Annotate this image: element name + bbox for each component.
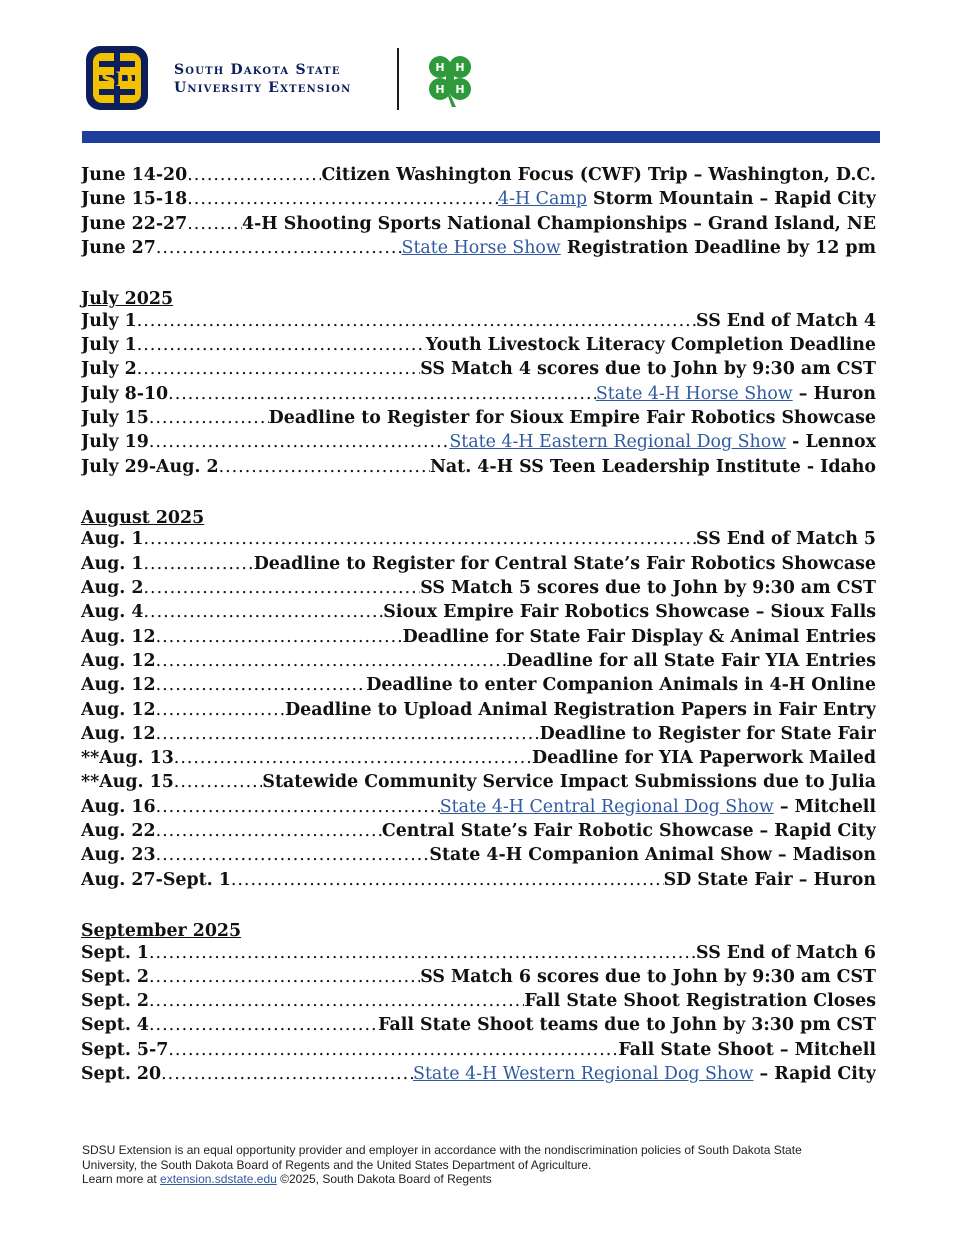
event-row xyxy=(81,1064,876,1088)
event-text: Deadline to Register for State Fair xyxy=(539,723,876,744)
event-description xyxy=(524,991,876,1011)
event-row xyxy=(81,359,876,383)
event-description xyxy=(378,1015,876,1035)
event-date: Aug. 12 xyxy=(81,675,156,696)
dot-leader xyxy=(149,432,450,452)
september-section xyxy=(81,943,876,1089)
event-text: Nat. 4-H SS Teen Leadership Institute - Idaho xyxy=(430,456,876,477)
event-date: Aug. 1 xyxy=(81,553,144,574)
event-description xyxy=(402,238,876,258)
event-row xyxy=(81,311,876,335)
dot-leader xyxy=(137,335,426,355)
event-description xyxy=(321,165,876,185)
event-date: Aug. 23 xyxy=(81,845,156,866)
event-text: – Rapid City xyxy=(753,1063,876,1084)
event-date: July 1 xyxy=(81,310,137,331)
event-description xyxy=(540,724,876,744)
org-name-line2: University Extension xyxy=(174,80,352,96)
event-text: SD State Fair – Huron xyxy=(663,869,876,890)
dot-leader xyxy=(156,238,402,258)
event-date: Aug. 12 xyxy=(81,723,156,744)
event-text: SS Match 5 scores due to John by 9:30 am CST xyxy=(420,578,876,599)
event-date: July 19 xyxy=(81,432,149,453)
dot-leader xyxy=(156,724,540,744)
event-date: **Aug. 13 xyxy=(81,748,174,769)
footer-line-3-suffix: ©2025, South Dakota Board of Regents xyxy=(276,1172,492,1187)
dot-leader xyxy=(149,967,420,987)
event-row xyxy=(81,724,876,748)
footer-line-2: University, the South Dakota Board of Regents and the United States Department of Agriculture. xyxy=(82,1157,592,1172)
event-date: Aug. 2 xyxy=(81,578,144,599)
event-row xyxy=(81,408,876,432)
event-text: Youth Livestock Literacy Completion Deadline xyxy=(425,335,876,356)
event-description xyxy=(383,602,876,622)
event-text: Citizen Washington Focus (CWF) Trip – Washington, D.C. xyxy=(321,165,876,185)
organization-name xyxy=(174,61,351,97)
event-description xyxy=(430,457,876,477)
event-text: Deadline for YIA Paperwork Mailed xyxy=(532,748,876,769)
dot-leader xyxy=(137,359,420,379)
dot-leader xyxy=(156,651,507,671)
svg-text:H: H xyxy=(455,61,465,74)
event-link[interactable]: State Horse Show xyxy=(401,237,561,258)
event-description xyxy=(420,967,876,987)
event-text: 4-H Shooting Sports National Championships – Grand Island, NE xyxy=(241,213,876,234)
event-row xyxy=(81,384,876,408)
dot-leader xyxy=(149,408,269,428)
event-date: June 15-18 xyxy=(81,189,188,210)
svg-text:SD: SD xyxy=(101,67,133,91)
event-date: Aug. 12 xyxy=(81,650,156,671)
event-description xyxy=(498,189,876,209)
event-row xyxy=(81,675,876,699)
event-row xyxy=(81,189,876,213)
event-link[interactable]: 4-H Camp xyxy=(498,189,587,210)
event-date: Sept. 20 xyxy=(81,1063,162,1084)
event-row xyxy=(81,797,876,821)
event-row xyxy=(81,432,876,456)
dot-leader xyxy=(168,1040,618,1060)
event-date: July 29-Aug. 2 xyxy=(81,456,219,477)
sdsu-logo-icon xyxy=(82,42,152,114)
svg-text:H: H xyxy=(435,83,445,96)
page-footer xyxy=(82,1143,882,1187)
event-text: Fall State Shoot Registration Closes xyxy=(524,991,876,1012)
dot-leader xyxy=(161,1064,413,1084)
dot-leader xyxy=(137,311,696,331)
4h-clover-icon xyxy=(422,52,478,108)
event-row xyxy=(81,821,876,845)
event-description xyxy=(664,870,876,890)
dot-leader xyxy=(149,943,696,963)
dot-leader xyxy=(144,529,697,549)
august-section xyxy=(81,529,876,893)
event-description xyxy=(366,675,876,695)
event-description xyxy=(413,1064,876,1084)
event-link[interactable]: State 4-H Eastern Regional Dog Show xyxy=(449,432,787,453)
event-text: Deadline to Upload Animal Registration Papers in Fair Entry xyxy=(285,699,876,720)
event-date: July 15 xyxy=(81,407,149,428)
event-link[interactable]: State 4-H Western Regional Dog Show xyxy=(413,1063,754,1084)
event-text: Deadline for State Fair Display & Animal Entries xyxy=(402,626,876,647)
event-description xyxy=(254,554,876,574)
dot-leader xyxy=(156,627,403,647)
event-date: Aug. 22 xyxy=(81,821,156,842)
dot-leader xyxy=(231,870,664,890)
event-description xyxy=(696,529,876,549)
event-row xyxy=(81,943,876,967)
month-heading-september: September 2025 xyxy=(81,921,242,942)
dot-leader xyxy=(187,189,498,209)
header-accent-bar xyxy=(82,131,880,143)
event-description xyxy=(440,797,876,817)
event-description xyxy=(242,214,876,234)
event-date: July 8-10 xyxy=(81,383,169,404)
event-date: June 27 xyxy=(81,237,156,258)
header-divider xyxy=(397,48,399,110)
dot-leader xyxy=(174,772,263,792)
dot-leader xyxy=(168,384,596,404)
event-text: SS End of Match 6 xyxy=(696,942,876,963)
event-text: Sioux Empire Fair Robotics Showcase – Sioux Falls xyxy=(383,602,876,623)
org-name-line1: South Dakota State xyxy=(174,62,341,78)
event-date: Sept. 5-7 xyxy=(81,1039,169,1060)
dot-leader xyxy=(187,165,321,185)
event-row xyxy=(81,845,876,869)
page-header xyxy=(82,40,882,120)
event-text: - Lennox xyxy=(786,432,876,453)
event-description xyxy=(532,748,876,768)
event-text: Registration Deadline by 12 pm xyxy=(560,237,876,258)
dot-leader xyxy=(156,700,285,720)
event-description xyxy=(426,335,876,355)
event-text: SS End of Match 4 xyxy=(696,310,876,331)
event-text: Deadline to enter Companion Animals in 4-H Online xyxy=(366,675,876,696)
dot-leader xyxy=(149,991,524,1011)
event-row xyxy=(81,214,876,238)
event-date: June 14-20 xyxy=(81,165,188,185)
event-date: Sept. 2 xyxy=(81,966,150,987)
event-description xyxy=(262,772,876,792)
dot-leader xyxy=(144,554,254,574)
event-date: **Aug. 15 xyxy=(81,772,174,793)
event-description xyxy=(506,651,876,671)
event-date: Aug. 27-Sept. 1 xyxy=(81,869,231,890)
event-row xyxy=(81,870,876,894)
event-row xyxy=(81,651,876,675)
event-date: Aug. 1 xyxy=(81,529,144,550)
event-date: Aug. 4 xyxy=(81,602,144,623)
dot-leader xyxy=(156,675,367,695)
svg-text:H: H xyxy=(435,61,445,74)
event-date: Aug. 16 xyxy=(81,796,156,817)
event-text: Statewide Community Service Impact Submissions due to Julia xyxy=(262,772,876,793)
event-text: SS Match 6 scores due to John by 9:30 am CST xyxy=(420,966,876,987)
event-description xyxy=(596,384,876,404)
dot-leader xyxy=(156,845,430,865)
event-text: State 4-H Companion Animal Show – Madison xyxy=(429,845,876,866)
dot-leader xyxy=(174,748,532,768)
event-row xyxy=(81,748,876,772)
event-text: – Mitchell xyxy=(773,796,876,817)
event-schedule xyxy=(81,165,876,1088)
event-text: Deadline to Register for Sioux Empire Fair Robotics Showcase xyxy=(268,407,876,428)
event-description xyxy=(429,845,876,865)
event-date: Aug. 12 xyxy=(81,699,156,720)
event-description xyxy=(618,1040,876,1060)
event-row xyxy=(81,627,876,651)
event-link[interactable]: State 4-H Horse Show xyxy=(595,383,793,404)
event-text: Fall State Shoot teams due to John by 3:30 pm CST xyxy=(378,1015,876,1036)
dot-leader xyxy=(144,602,384,622)
event-row xyxy=(81,578,876,602)
extension-website-link[interactable]: extension.sdstate.edu xyxy=(160,1172,277,1187)
event-row xyxy=(81,335,876,359)
event-row xyxy=(81,991,876,1015)
event-text: SS End of Match 5 xyxy=(696,529,876,550)
event-row xyxy=(81,967,876,991)
event-row xyxy=(81,700,876,724)
event-description xyxy=(420,359,876,379)
dot-leader xyxy=(187,214,242,234)
event-date: Sept. 4 xyxy=(81,1015,150,1036)
event-row xyxy=(81,602,876,626)
event-row xyxy=(81,457,876,481)
july-section xyxy=(81,311,876,481)
event-row xyxy=(81,238,876,262)
event-row xyxy=(81,1015,876,1039)
dot-leader xyxy=(144,578,421,598)
dot-leader xyxy=(156,797,440,817)
event-date: Aug. 12 xyxy=(81,626,156,647)
event-date: July 1 xyxy=(81,335,137,356)
dot-leader xyxy=(156,821,382,841)
event-text: Central State’s Fair Robotic Showcase – Rapid City xyxy=(381,821,876,842)
event-description xyxy=(420,578,876,598)
footer-line-3-prefix: Learn more at xyxy=(82,1172,161,1187)
event-date: June 22-27 xyxy=(81,213,188,234)
event-row xyxy=(81,554,876,578)
event-description xyxy=(449,432,876,452)
event-row xyxy=(81,529,876,553)
event-text: Deadline for all State Fair YIA Entries xyxy=(506,650,876,671)
event-text: Deadline to Register for Central State’s Fair Robotics Showcase xyxy=(253,553,876,574)
event-description xyxy=(696,311,876,331)
month-heading-august: August 2025 xyxy=(81,508,205,529)
dot-leader xyxy=(149,1015,378,1035)
event-row xyxy=(81,165,876,189)
event-text: Fall State Shoot – Mitchell xyxy=(618,1039,876,1060)
event-row xyxy=(81,772,876,796)
event-date: Sept. 2 xyxy=(81,991,150,1012)
dot-leader xyxy=(219,457,430,477)
event-description xyxy=(285,700,876,720)
event-row xyxy=(81,1040,876,1064)
event-text: – Huron xyxy=(792,383,876,404)
event-description xyxy=(403,627,876,647)
footer-line-3 xyxy=(82,1172,882,1187)
event-date: July 2 xyxy=(81,359,137,380)
event-description xyxy=(696,943,876,963)
event-description xyxy=(382,821,876,841)
event-link[interactable]: State 4-H Central Regional Dog Show xyxy=(439,796,774,817)
event-text: Storm Mountain – Rapid City xyxy=(586,189,876,210)
june-section xyxy=(81,165,876,262)
event-description xyxy=(269,408,876,428)
event-date: Sept. 1 xyxy=(81,942,150,963)
event-text: SS Match 4 scores due to John by 9:30 am CST xyxy=(420,359,876,380)
month-heading-july: July 2025 xyxy=(81,289,174,310)
svg-text:H: H xyxy=(455,83,465,96)
footer-line-1: SDSU Extension is an equal opportunity provider and employer in accordance with the nondiscrimination policies of South Dakota State xyxy=(82,1143,802,1157)
